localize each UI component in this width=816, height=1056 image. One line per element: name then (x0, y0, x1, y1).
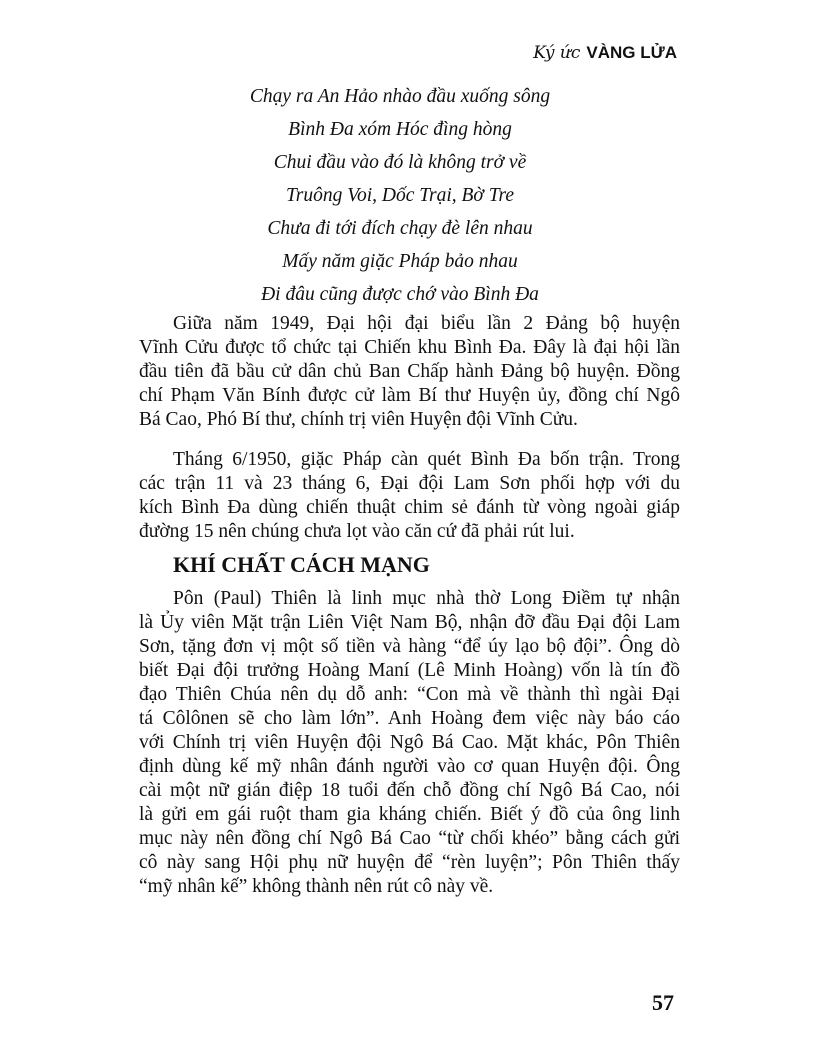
text-line: đạo Thiên Chúa nên dụ dỗ anh: “Con mà về thành thì ngài Đại (139, 684, 680, 705)
text-line: cài một nữ gián điệp 18 tuổi đến chỗ đồng chí Ngô Bá Cao, nói (139, 780, 680, 801)
text-line: mục này nên đồng chí Ngô Bá Cao “từ chối khéo” bằng cách gửi (139, 828, 680, 849)
text-line: cô này sang Hội phụ nữ huyện để “rèn luyện”; Pôn Thiên thấy (139, 852, 680, 873)
poem-line: Bình Đa xóm Hóc đìng hòng (288, 119, 512, 140)
text-line: Vĩnh Cửu được tổ chức tại Chiến khu Bình Đa. Đây là đại hội lần (139, 337, 680, 358)
text-line: biết Đại đội trưởng Hoàng Maní (Lê Minh Hoàng) vốn là tín đồ (139, 660, 680, 681)
text-line: Giữa năm 1949, Đại hội đại biểu lần 2 Đảng bộ huyện (173, 313, 680, 334)
text-line: là Ủy viên Mặt trận Liên Việt Nam Bộ, nhận đỡ đầu Đại đội Lam (139, 612, 680, 633)
text-line: đường 15 nên chúng chưa lọt vào căn cứ đã phải rút lui. (139, 521, 575, 542)
text-line: Sơn, tặng đơn vị một số tiền và hàng “để úy lạo bộ đội”. Ông dò (139, 636, 680, 657)
text-line: định dùng kế mỹ nhân đánh người vào cơ quan Huyện đội. Ông (139, 756, 680, 777)
poem-line: Chưa đi tới đích chạy đè lên nhau (267, 218, 533, 239)
paragraph-pon-thien (139, 587, 680, 899)
book-title-bold: VÀNG LỬA (586, 43, 677, 62)
text-line: Pôn (Paul) Thiên là linh mục nhà thờ Long Điềm tự nhận (173, 588, 680, 609)
text-line: Tháng 6/1950, giặc Pháp càn quét Bình Đa bốn trận. Trong (173, 449, 680, 470)
text-line: với Chính trị viên Huyện đội Ngô Bá Cao. Mặt khác, Pôn Thiên (139, 732, 680, 753)
text-line: là gửi em gái ruột tham gia kháng chiến. Biết ý đồ của ông linh (139, 804, 680, 825)
poem-line: Đi đâu cũng được chớ vào Bình Đa (261, 284, 539, 305)
text-line: đầu tiên đã bầu cử dân chủ Ban Chấp hành Đảng bộ huyện. Đồng (139, 361, 680, 382)
paragraph-party-congress (139, 312, 680, 432)
book-title-script: Ký ức (533, 43, 581, 63)
page-number: 57 (652, 990, 674, 1015)
section-heading: KHÍ CHẤT CÁCH MẠNG (173, 552, 430, 577)
poem-line: Chạy ra An Hảo nhào đầu xuống sông (249, 86, 551, 107)
text-line: chí Phạm Văn Bính được cử làm Bí thư Huyện ủy, đồng chí Ngô (139, 385, 680, 406)
text-line: tá Côlônen sẽ cho làm lớn”. Anh Hoàng đem việc này báo cáo (139, 708, 680, 729)
poem-line: Truông Voi, Dốc Trại, Bờ Tre (285, 185, 515, 206)
poem-verse (200, 84, 600, 315)
poem-line: Mấy năm giặc Pháp bảo nhau (282, 251, 518, 272)
poem-line: Chui đầu vào đó là không trở về (273, 152, 527, 173)
text-line: các trận 11 và 23 tháng 6, Đại đội Lam Sơn phối hợp với du (139, 473, 680, 494)
text-line: kích Bình Đa dùng chiến thuật chim sẻ đánh từ vòng ngoài giáp (139, 497, 680, 518)
text-line: Bá Cao, Phó Bí thư, chính trị viên Huyện đội Vĩnh Cửu. (139, 409, 578, 430)
paragraph-june-1950 (139, 448, 680, 544)
running-header (533, 42, 677, 64)
text-line: “mỹ nhân kế” không thành nên rút cô này về. (139, 876, 494, 897)
